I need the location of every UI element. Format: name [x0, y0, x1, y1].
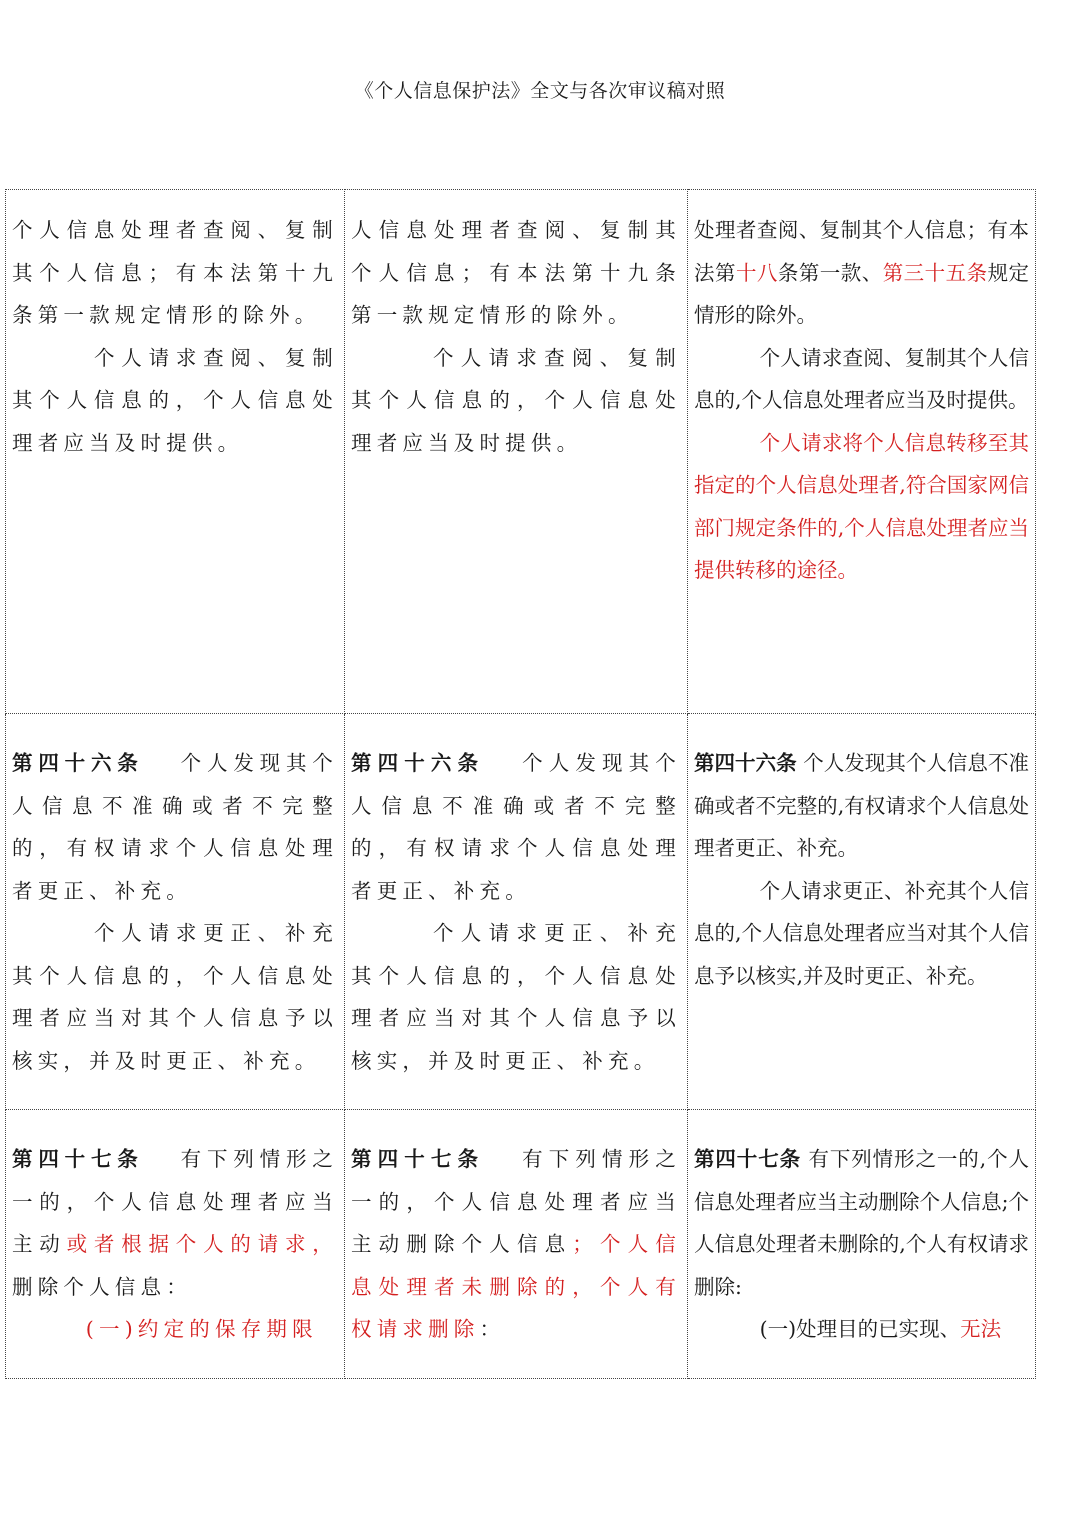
- text: 处理者查阅、复制其个人信息；有本法第: [694, 218, 1029, 285]
- article-heading: 第四十七条: [12, 1147, 144, 1171]
- cell-draft-1: [688, 190, 1036, 714]
- article-heading: 第四十六条: [12, 751, 144, 775]
- changed-text: 十八: [735, 260, 778, 285]
- paragraph: [694, 1308, 1029, 1351]
- paragraph: [351, 742, 681, 912]
- changed-text: 第三十五条: [882, 260, 988, 285]
- text: 删除个人信息：: [12, 1274, 192, 1299]
- changed-text: ；个人信息处理者未删除的，个人有权请求删除: [351, 1232, 681, 1341]
- paragraph: 人信息处理者查阅、复制其个人信息；有本法第十九条第一款规定情形的除外。: [351, 218, 681, 327]
- cell-draft-1: [688, 1110, 1036, 1379]
- text: 个人发现其个人信息不准确或者不完整的，有权请求个人信息处理者更正、补充。: [351, 751, 681, 903]
- paragraph: 个人请求查阅、复制其个人信息的，个人信息处理者应当及时提供。: [12, 345, 338, 455]
- paragraph: 个人请求更正、补充其个人信息的,个人信息处理者应当对其个人信息予以核实,并及时更正、补充。: [694, 878, 1029, 988]
- paragraph: [694, 1138, 1029, 1308]
- text: 有下列情形之一的，个人信息处理者应当主动删除个人信息: [351, 1147, 681, 1256]
- paragraph: [12, 1138, 338, 1308]
- paragraph: 个人信息处理者查阅、复制其个人信息；有本法第十九条第一款规定情形的除外。: [12, 218, 338, 327]
- cell-draft-2: [345, 714, 688, 1110]
- text: 有下列情形之一的,个人信息处理者应当主动删除个人信息;个人信息处理者未删除的,个人有权请求删除:: [694, 1147, 1029, 1299]
- text: 有下列情形之一的，个人信息处理者应当主动: [12, 1147, 339, 1256]
- article-heading: 第四十七条: [694, 1147, 802, 1171]
- cell-final-law: [6, 190, 345, 714]
- cell-final-law: [6, 1110, 345, 1379]
- table-row: [6, 714, 1036, 1110]
- comparison-table: [5, 189, 1036, 1379]
- article-heading: 第四十七条: [351, 1147, 485, 1171]
- cell-draft-2: [345, 1110, 688, 1379]
- paragraph: 个人请求查阅、复制其个人信息的,个人信息处理者应当及时提供。: [694, 345, 1029, 412]
- paragraph: 个人请求更正、补充其个人信息的，个人信息处理者应当对其个人信息予以核实，并及时更正、补充。: [351, 921, 681, 1073]
- cell-draft-2: [345, 190, 688, 714]
- paragraph: 个人请求更正、补充其个人信息的，个人信息处理者应当对其个人信息予以核实，并及时更正、补充。: [12, 921, 338, 1073]
- changed-paragraph: (一)约定的保存期限: [85, 1317, 318, 1341]
- table-row: [6, 190, 1036, 714]
- article-heading: 第四十六条: [351, 751, 485, 775]
- text: ：: [479, 1317, 506, 1341]
- text: 个人发现其个人信息不准确或者不完整的,有权请求个人信息处理者更正、补充。: [694, 751, 1029, 860]
- text: 规定情形的除外。: [694, 260, 1030, 327]
- text: 条第一款、: [777, 260, 883, 285]
- paragraph: [694, 209, 1029, 337]
- table-row: [6, 1110, 1036, 1379]
- paragraph: [12, 742, 338, 912]
- paragraph: [351, 1138, 681, 1351]
- paragraph: 个人请求查阅、复制其个人信息的，个人信息处理者应当及时提供。: [351, 345, 681, 455]
- paragraph: [694, 742, 1029, 870]
- changed-text: 或者根据个人的请求，: [66, 1232, 339, 1256]
- cell-final-law: [6, 714, 345, 1110]
- text: 个人发现其个人信息不准确或者不完整的，有权请求个人信息处理者更正、补充。: [12, 751, 339, 903]
- changed-paragraph: 个人请求将个人信息转移至其指定的个人信息处理者,符合国家网信部门规定条件的,个人信息处理者应当提供转移的途径。: [694, 430, 1029, 582]
- article-heading: 第四十六条: [694, 751, 797, 775]
- text: (一)处理目的已实现、: [759, 1317, 961, 1341]
- changed-text: 无法: [960, 1317, 1002, 1341]
- cell-draft-1: [688, 714, 1036, 1110]
- document-title: 《个人信息保护法》全文与各次审议稿对照: [354, 80, 726, 102]
